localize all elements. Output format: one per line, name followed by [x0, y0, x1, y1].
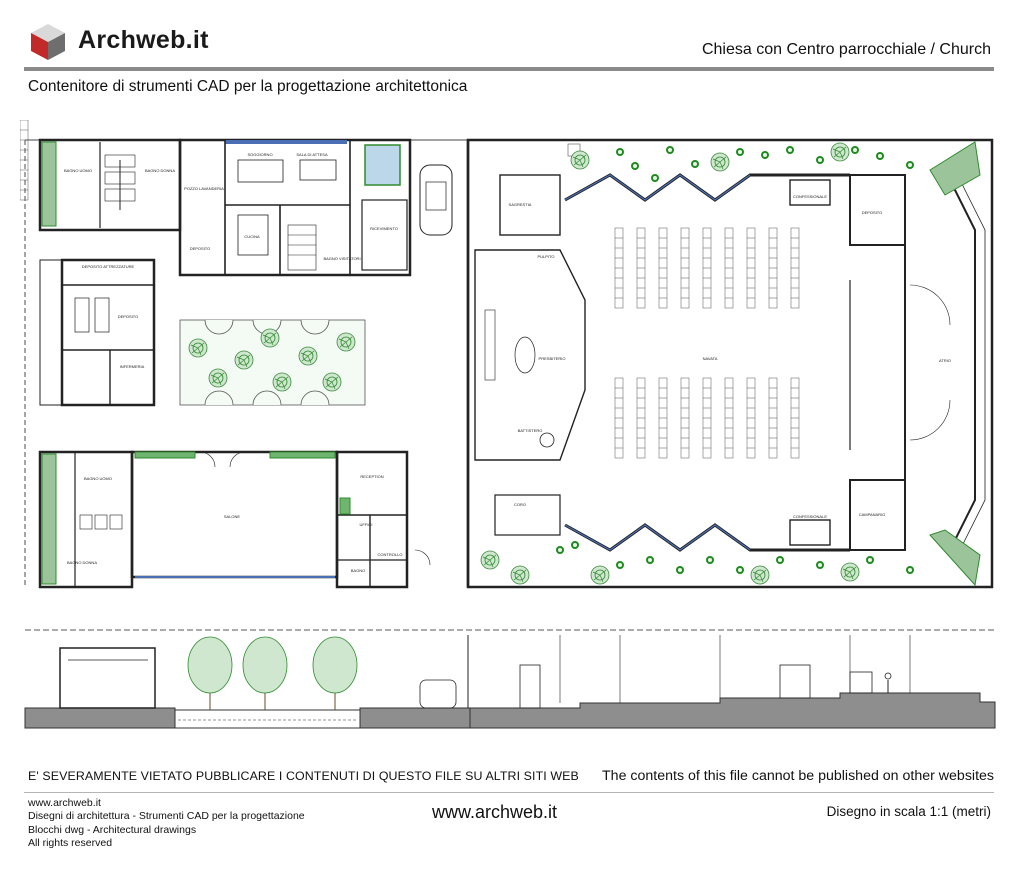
label-controllo: CONTROLLO: [377, 552, 403, 557]
label-ricevimento: RICEVIMENTO: [370, 226, 398, 231]
label-bagno-uomo-bottom: BAGNO UOMO: [83, 476, 113, 481]
church-plan: [468, 140, 992, 587]
label-soggiorno: SOGGIORNO: [247, 152, 273, 157]
parish-centre-plan: [25, 140, 468, 587]
label-reception: RECEPTION: [360, 474, 384, 479]
label-deposito-1: DEPOSITO: [117, 314, 139, 319]
copyright-warning-en: The contents of this file cannot be published on other websites: [602, 768, 994, 784]
label-deposito-attrezzature: DEPOSITO ATTREZZATURE: [81, 264, 135, 269]
header-divider: [24, 67, 994, 71]
label-cucina: CUCINA: [244, 234, 260, 239]
label-campanario: CAMPANARIO: [858, 512, 886, 517]
copyright-warning-it: E' SEVERAMENTE VIETATO PUBBLICARE I CONTENUTI DI QUESTO FILE SU ALTRI SITI WEB: [28, 769, 579, 783]
label-bagno-donna-top: BAGNO DONNA: [144, 168, 176, 173]
architectural-drawing: [20, 120, 1000, 740]
label-bagno-uomo-top: BAGNO UOMO: [63, 168, 93, 173]
label-navata: NAVATA: [702, 356, 718, 361]
label-battistero: BATTISTERO: [517, 428, 543, 433]
building-section: [25, 630, 995, 728]
label-confessionale-bottom: CONFESSIONALE: [792, 514, 828, 519]
footer-line-2: Disegni di architettura - Strumenti CAD per la progettazione: [28, 810, 305, 823]
label-pulpito: PULPITO: [537, 254, 555, 259]
footer-credits: [28, 797, 305, 851]
footer-divider: [24, 792, 994, 793]
label-infermeria: INFERMERIA: [119, 364, 145, 369]
footer-site-link[interactable]: www.archweb.it: [28, 797, 101, 809]
label-deposito-3: DEPOSITO: [861, 210, 883, 215]
archweb-logo-icon: [28, 22, 68, 62]
label-salone: SALONE: [223, 514, 241, 519]
label-presbiterio: PRESBITERIO: [538, 356, 566, 361]
label-coro: CORO: [514, 502, 526, 507]
label-uffici: UFFICI: [359, 522, 373, 527]
page-subtitle: Contenitore di strumenti CAD per la progettazione architettonica: [28, 78, 468, 95]
label-pozzo-lavanderia: POZZO LAVANDERIA: [184, 186, 224, 191]
drawing-title: Chiesa con Centro parrocchiale / Church: [701, 41, 991, 58]
drawing-scale: Disegno in scala 1:1 (metri): [826, 804, 991, 819]
label-sala-attesa: SALA DI ATTESA: [296, 152, 328, 157]
brand-name[interactable]: Archweb.it: [78, 26, 209, 54]
label-confessionale-top: CONFESSIONALE: [792, 194, 828, 199]
label-sagrestia: SAGRESTIA: [508, 202, 532, 207]
label-bagno: BAGNO: [350, 568, 366, 573]
footer-line-4: All rights reserved: [28, 837, 113, 850]
label-bagno-donna-bottom: BAGNO DONNA: [66, 560, 98, 565]
footer-line-3: Blocchi dwg - Architectural drawings: [28, 823, 197, 836]
label-bagno-visitatori: BAGNO VISITATORI: [323, 256, 361, 261]
label-deposito-2: DEPOSITO: [189, 246, 211, 251]
footer-center-url[interactable]: www.archweb.it: [432, 802, 558, 822]
label-atrio: ATRIO: [939, 358, 951, 363]
